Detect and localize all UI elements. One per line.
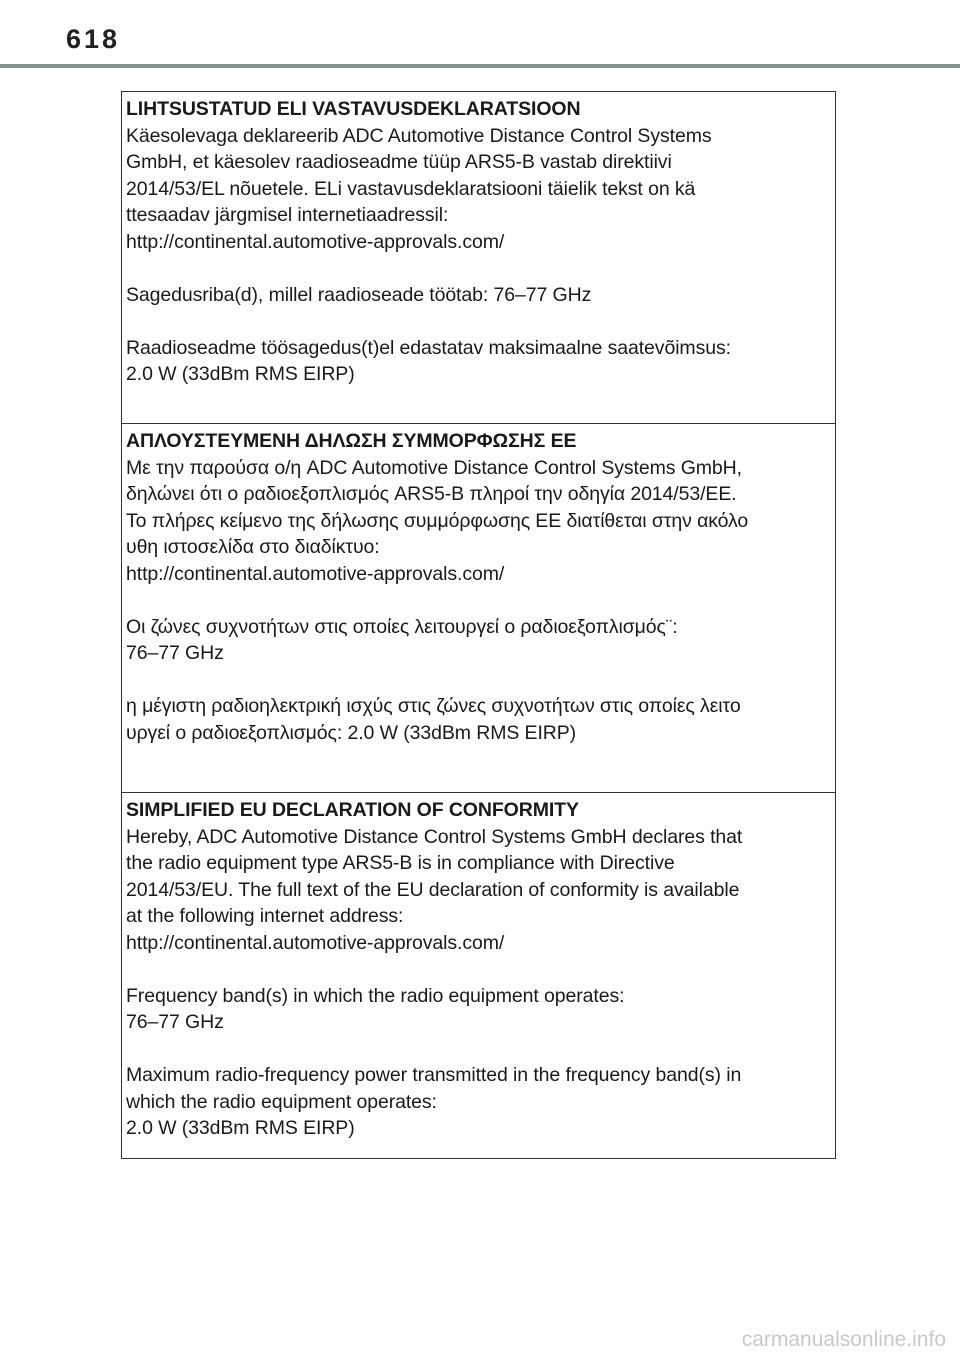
paragraph-gap: [126, 255, 835, 282]
declaration-text-line: δηλώνει ότι ο ραδιοεξοπλισμός ARS5-B πληροί την οδηγία 2014/53/ΕΕ.: [126, 483, 737, 505]
paragraph-gap: [126, 587, 835, 614]
declaration-text-line: Hereby, ADC Automotive Distance Control Systems GmbH declares that: [126, 825, 743, 848]
paragraph-gap: [126, 308, 835, 335]
max-power-value: 2.0 W (33dBm RMS EIRP): [126, 1117, 355, 1139]
greek-declaration-section: [122, 424, 835, 793]
max-power-label: Raadioseadme töösagedus(t)el edastatav maksimaalne saatevõimsus:: [126, 336, 731, 359]
max-power-value: υργεί ο ραδιοεξοπλισμός: 2.0 W (33dBm RMS EIRP): [126, 721, 577, 744]
page-number: 618: [66, 24, 121, 54]
declaration-text-line: Το πλήρες κείμενο της δήλωσης συμμόρφωσης ΕΕ διατίθεται στην ακόλο: [126, 509, 749, 532]
declaration-text-line: at the following internet address:: [126, 905, 404, 927]
declaration-text-line: GmbH, et käesolev raadioseadme tüüp ARS5-B vastab direktiivi: [126, 151, 672, 173]
section-title: LIHTSUSTATUD ELI VASTAVUSDEKLARATSIOON: [126, 98, 581, 120]
declaration-text-line: υθη ιστοσελίδα στο διαδίκτυο:: [126, 536, 380, 558]
declaration-text-line: the radio equipment type ARS5-B is in compliance with Directive: [126, 852, 675, 874]
declaration-text-line: 2014/53/EU. The full text of the EU declaration of conformity is available: [126, 878, 740, 901]
declaration-url: http://continental.automotive-approvals.com/: [126, 562, 505, 585]
section-title: SIMPLIFIED EU DECLARATION OF CONFORMITY: [126, 799, 579, 821]
declaration-text-line: Με την παρούσα ο/η ADC Automotive Distance Control Systems GmbH,: [126, 456, 742, 479]
frequency-band-label: Frequency band(s) in which the radio equipment operates:: [126, 984, 625, 1007]
estonian-declaration-section: [122, 92, 835, 424]
english-declaration-section: [122, 793, 835, 1158]
declaration-url: http://continental.automotive-approvals.com/: [126, 931, 505, 954]
frequency-band-value: 76–77 GHz: [126, 1011, 224, 1033]
max-power-value: 2.0 W (33dBm RMS EIRP): [126, 363, 355, 385]
declaration-text-line: ttesaadav järgmisel internetiaadressil:: [126, 204, 449, 226]
paragraph-gap: [126, 667, 835, 694]
declaration-text-line: Käesolevaga deklareerib ADC Automotive Distance Control Systems: [126, 124, 712, 147]
frequency-band-label: Οι ζώνες συχνοτήτων στις οποίες λειτουργεί ο ραδιοεξοπλισμός¨:: [126, 615, 678, 638]
max-power-label: which the radio equipment operates:: [126, 1090, 437, 1113]
page-header: [0, 0, 960, 68]
watermark-text: carmanualsonline.info: [741, 1328, 946, 1351]
paragraph-gap: [126, 1036, 835, 1063]
section-title: ΑΠΛΟΥΣΤΕΥΜΕΝΗ ΔΗΛΩΣΗ ΣΥΜΜΟΡΦΩΣΗΣ ΕΕ: [126, 430, 577, 452]
paragraph-gap: [126, 956, 835, 983]
header-rule: [0, 64, 960, 68]
frequency-band-value: 76–77 GHz: [126, 642, 224, 664]
declaration-text-line: 2014/53/EL nõuetele. ELi vastavusdeklaratsiooni täielik tekst on kä: [126, 177, 696, 200]
declaration-url: http://continental.automotive-approvals.com/: [126, 230, 505, 253]
declaration-table: [121, 91, 836, 1159]
frequency-band-line: Sagedusriba(d), millel raadioseade töötab: 76–77 GHz: [126, 283, 592, 306]
max-power-label: η μέγιστη ραδιοηλεκτρική ισχύς στις ζώνες συχνοτήτων στις οποίες λειτο: [126, 695, 741, 717]
max-power-label: Maximum radio-frequency power transmitted in the frequency band(s) in: [126, 1064, 742, 1086]
